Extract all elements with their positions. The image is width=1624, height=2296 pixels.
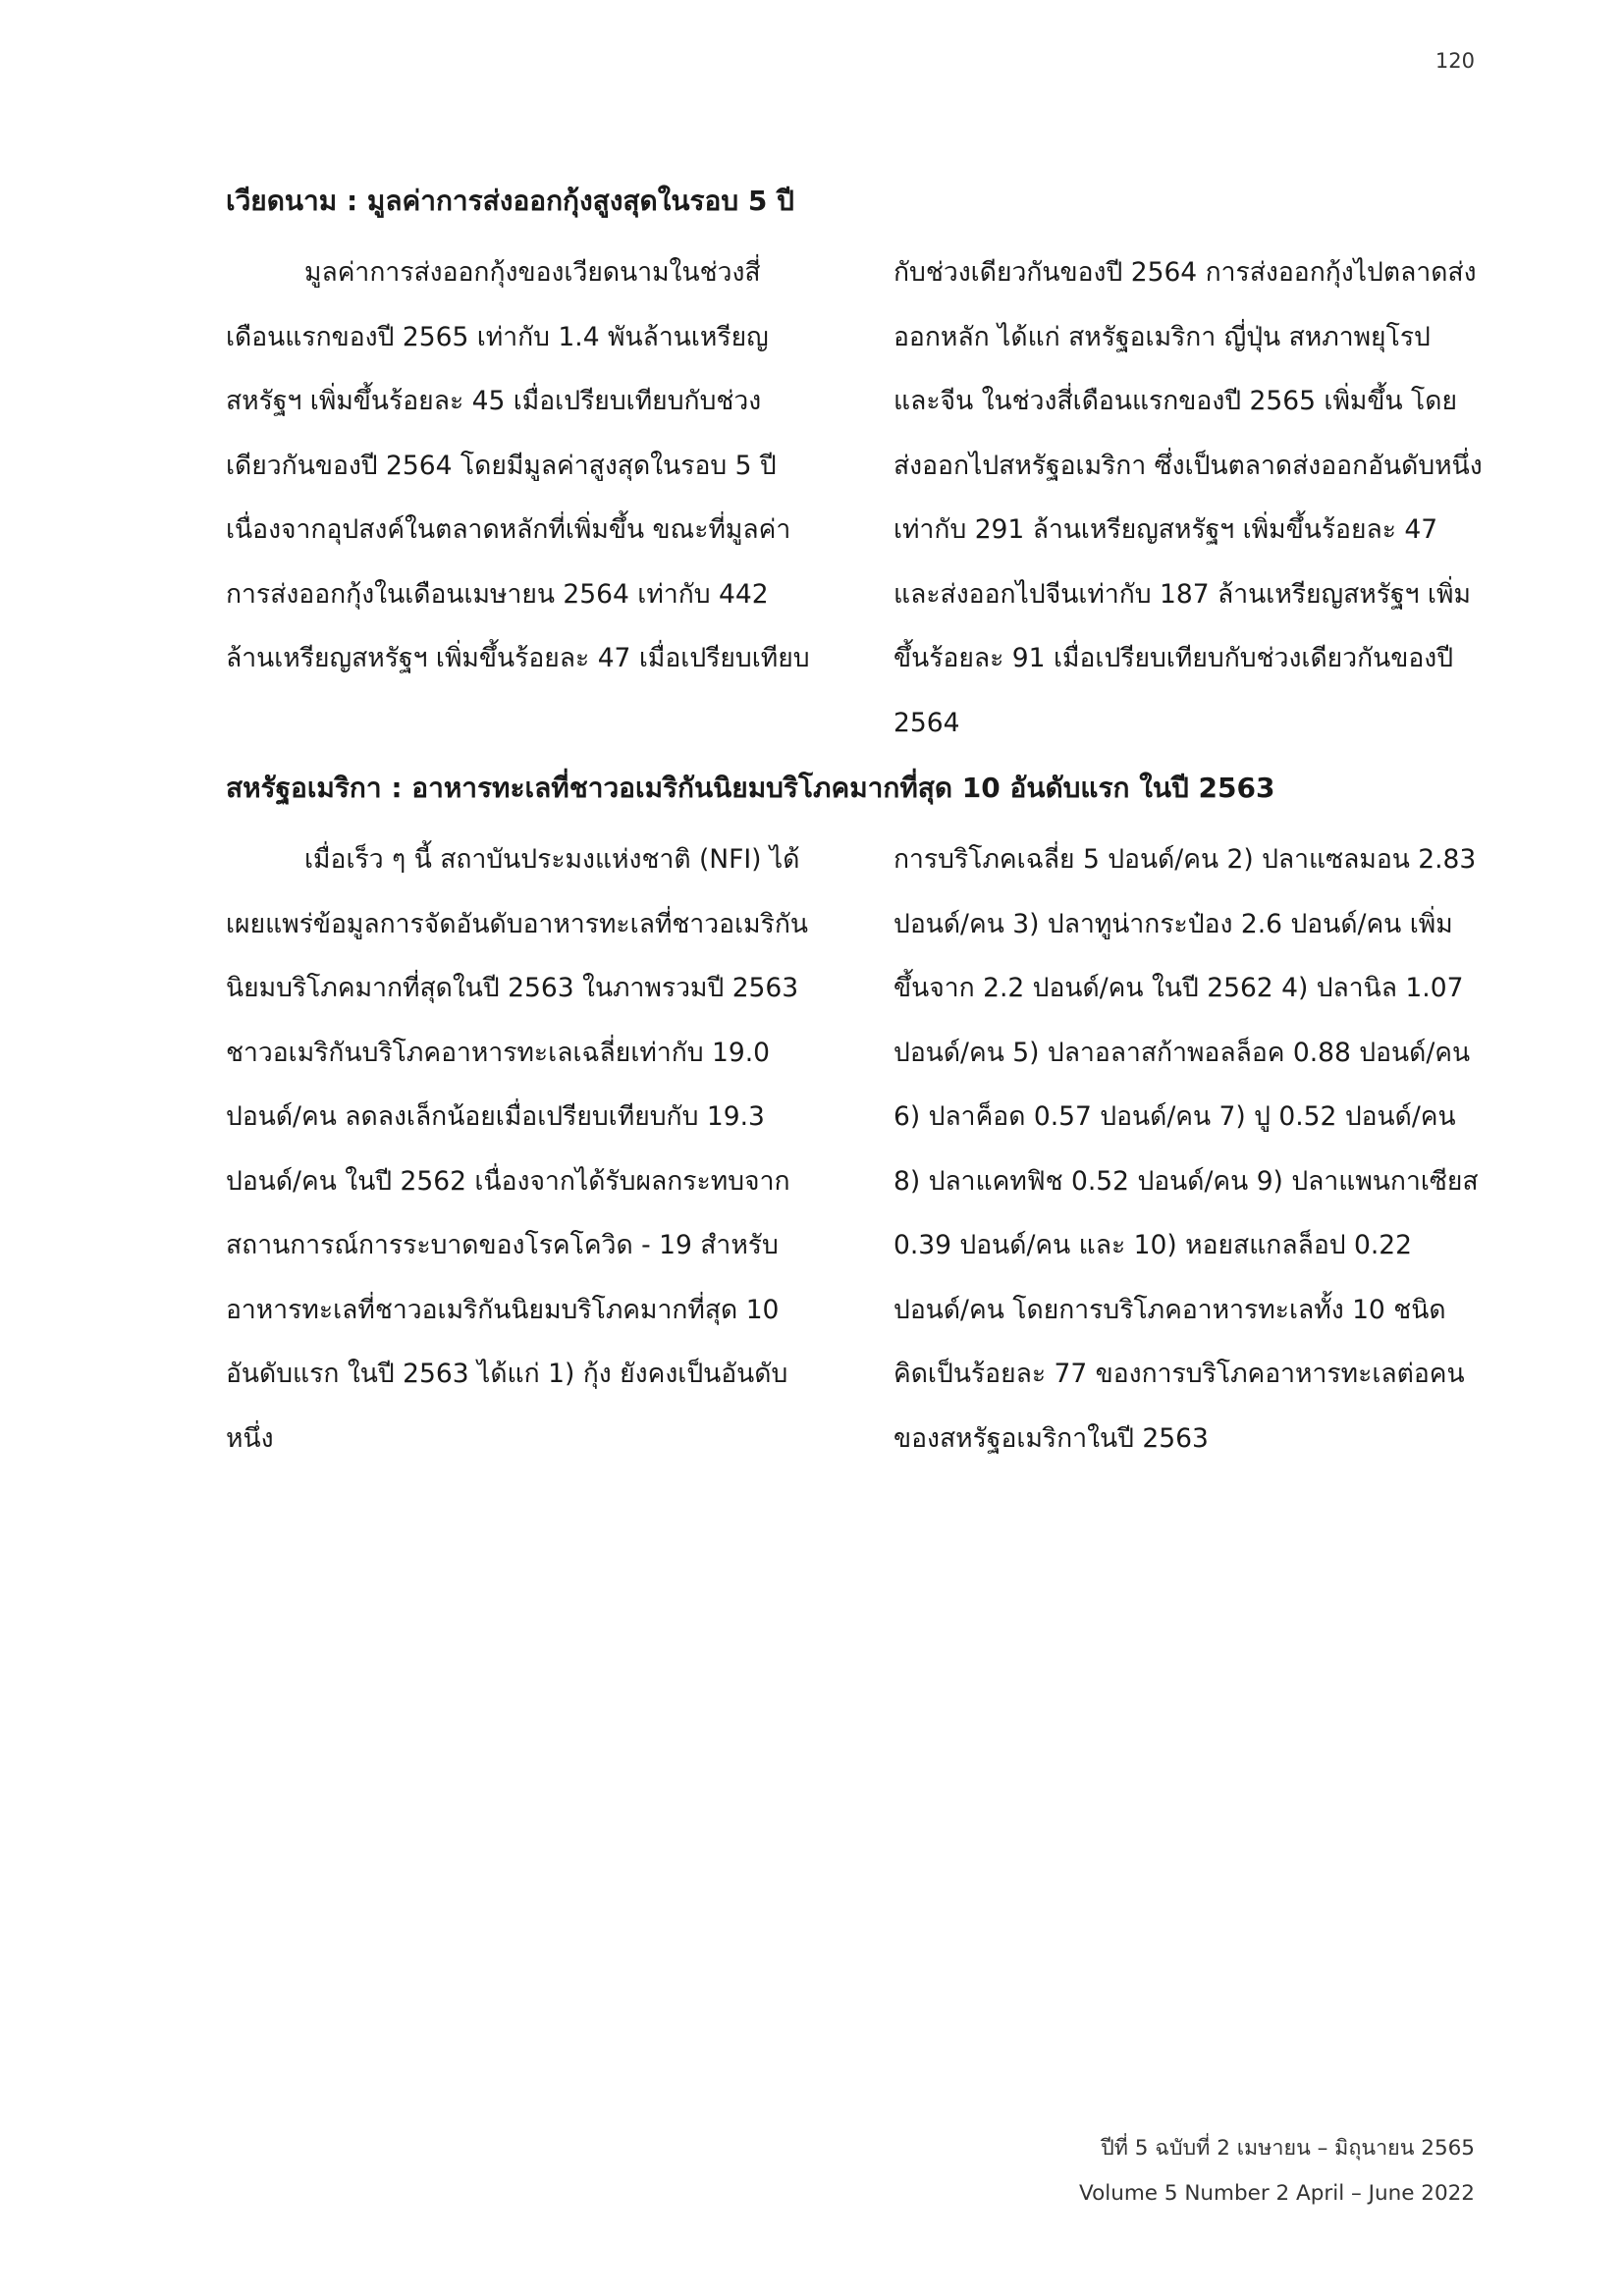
section-title: เวียดนาม : มูลค่าการส่งออกกุ้งสูงสุดในรอบ 5 ปี — [226, 185, 794, 217]
paragraph: การบริโภคเฉลี่ย 5 ปอนด์/คน 2) ปลาแซลมอน 2.83 ปอนด์/คน 3) ปลาทูน่ากระป๋อง 2.6 ปอนด์/คน เพิ่มขึ้นจาก 2.2 ปอนด์/คน ในปี 2562 4) ปลานิล 1.07 ปอนด์/คน 5) ปลาอลาสก้าพอลล็อค 0.88 ปอนด์/คน 6) ปลาค็อด 0.57 ปอนด์/คน 7) ปู 0.52 ปอนด์/คน 8) ปลาแคทฟิช 0.52 ปอนด์/คน 9) ปลาแพนกาเซียส 0.39 ปอนด์/คน และ 10) หอยสแกลล็อป 0.22 ปอนด์/คน โดยการบริโภคอาหารทะเลทั้ง 10 ชนิด คิดเป็นร้อยละ 77 ของการบริโภคอาหารทะเลต่อคนของสหรัฐอเมริกาในปี 2563 — [893, 844, 1479, 1454]
left-column — [226, 240, 815, 755]
article-vietnam — [226, 182, 1483, 755]
right-column — [893, 828, 1483, 1470]
left-column — [226, 828, 815, 1470]
page-number: 120 — [1435, 49, 1475, 73]
two-column-body — [226, 240, 1483, 755]
section-title: สหรัฐอเมริกา : อาหารทะเลที่ชาวอเมริกันนิยมบริโภคมากที่สุด 10 อันดับแรก ในปี 2563 — [226, 772, 1275, 804]
paragraph: เมื่อเร็ว ๆ นี้ สถาบันประมงแห่งชาติ (NFI) ได้เผยแพร่ข้อมูลการจัดอันดับอาหารทะเลที่ชาวอเมริกันนิยมบริโภคมากที่สุดในปี 2563 ในภาพรวมปี 2563 ชาวอเมริกันบริโภคอาหารทะเลเฉลี่ยเท่ากับ 19.0 ปอนด์/คน ลดลงเล็กน้อยเมื่อเปรียบเทียบกับ 19.3 ปอนด์/คน ในปี 2562 เนื่องจากได้รับผลกระทบจากสถานการณ์การระบาดของโรคโควิด - 19 สำหรับอาหารทะเลที่ชาวอเมริกันนิยมบริโภคมากที่สุด 10 อันดับแรก ในปี 2563 ได้แก่ 1) กุ้ง ยังคงเป็นอันดับหนึ่ง — [226, 844, 809, 1454]
footer-english-issue: Volume 5 Number 2 April – June 2022 — [1079, 2181, 1475, 2206]
two-column-body — [226, 828, 1483, 1470]
footer-thai-issue: ปีที่ 5 ฉบับที่ 2 เมษายน – มิถุนายน 2565 — [1101, 2136, 1475, 2161]
footer — [1079, 2126, 1475, 2216]
paragraph: มูลค่าการส่งออกกุ้งของเวียดนามในช่วงสี่เดือนแรกของปี 2565 เท่ากับ 1.4 พันล้านเหรียญสหรัฐฯ เพิ่มขึ้นร้อยละ 45 เมื่อเปรียบเทียบกับช่วงเดียวกันของปี 2564 โดยมีมูลค่าสูงสุดในรอบ 5 ปี เนื่องจากอุปสงค์ในตลาดหลักที่เพิ่มขึ้น ขณะที่มูลค่าการส่งออกกุ้งในเดือนเมษายน 2564 เท่ากับ 442 ล้านเหรียญสหรัฐฯ เพิ่มขึ้นร้อยละ 47 เมื่อเปรียบเทียบ — [226, 257, 810, 673]
paragraph: กับช่วงเดียวกันของปี 2564 การส่งออกกุ้งไปตลาดส่งออกหลัก ได้แก่ สหรัฐอเมริกา ญี่ปุ่น สหภาพยุโรป และจีน ในช่วงสี่เดือนแรกของปี 2565 เพิ่มขึ้น โดยส่งออกไปสหรัฐอเมริกา ซึ่งเป็นตลาดส่งออกอันดับหนึ่งเท่ากับ 291 ล้านเหรียญสหรัฐฯ เพิ่มขึ้นร้อยละ 47 และส่งออกไปจีนเท่ากับ 187 ล้านเหรียญสหรัฐฯ เพิ่มขึ้นร้อยละ 91 เมื่อเปรียบเทียบกับช่วงเดียวกันของปี 2564 — [893, 257, 1483, 738]
article-usa — [226, 769, 1483, 1470]
right-column — [893, 240, 1483, 755]
